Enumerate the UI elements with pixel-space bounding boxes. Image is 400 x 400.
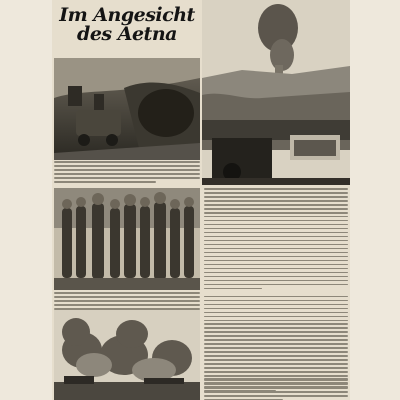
photo-icon [54, 310, 200, 400]
photo-volcano-smoke-harbor [202, 0, 350, 185]
photo-icon [54, 188, 200, 290]
photo-icon [54, 58, 200, 160]
footer-note [204, 378, 348, 394]
photo-armored-vehicle-road [54, 58, 200, 160]
headline-line-2: des Aetna [77, 23, 177, 45]
body-text-right [204, 188, 348, 400]
photo-smoke-columns [54, 310, 200, 400]
caption-top-left [54, 161, 200, 185]
magazine-page [52, 0, 350, 400]
headline [52, 6, 202, 44]
photo-icon [202, 0, 350, 185]
headline-line-1: Im Angesicht [59, 4, 195, 26]
photo-soldiers-group [54, 188, 200, 290]
